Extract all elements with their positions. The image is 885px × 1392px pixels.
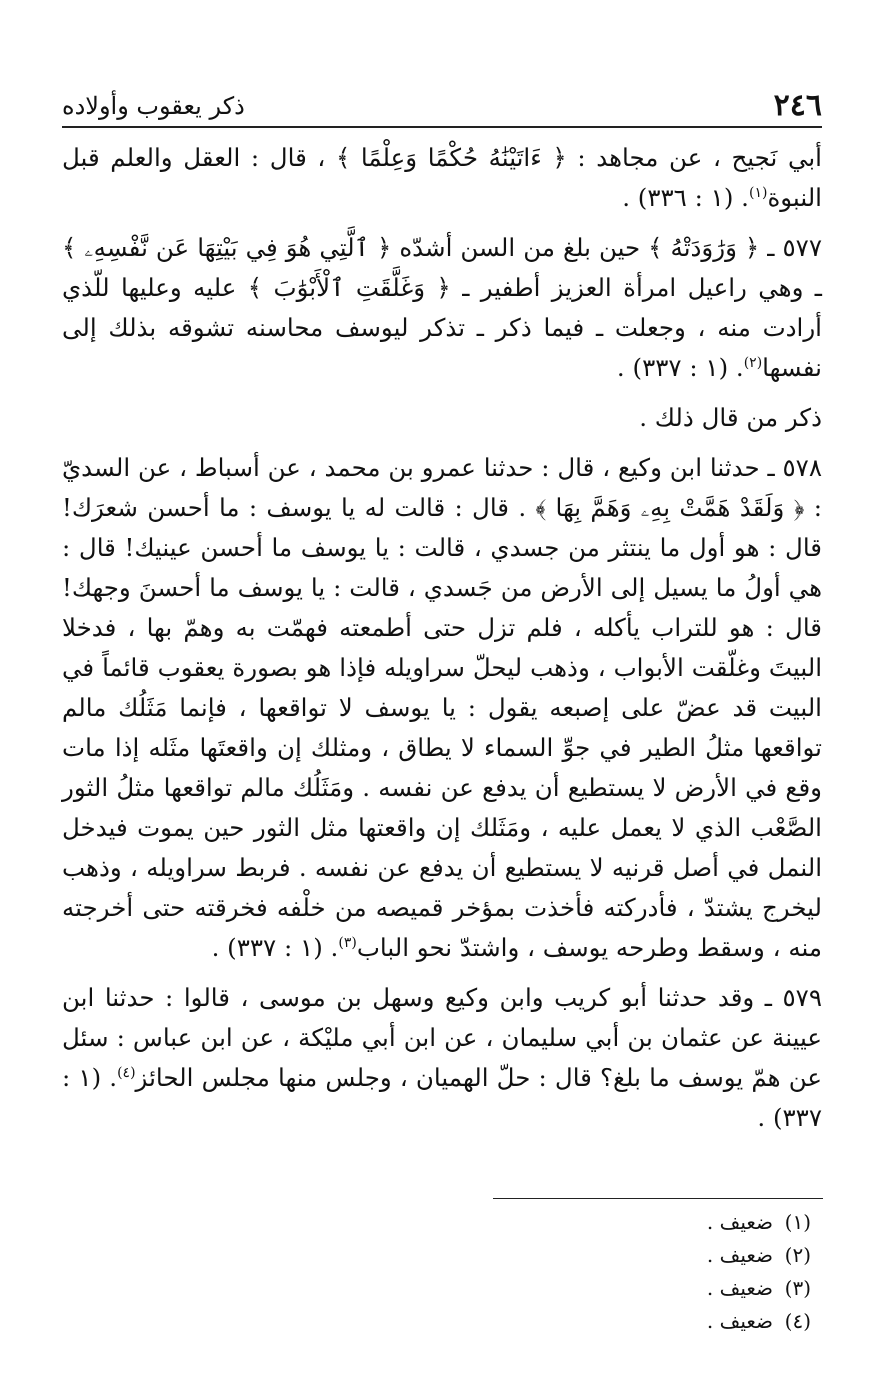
- footnote-text: ضعيف .: [706, 1243, 773, 1267]
- citation: . (١ : ٣٣٦) .: [622, 183, 749, 212]
- page-header: [62, 86, 822, 128]
- footnote: [411, 1206, 811, 1239]
- paragraph: [62, 228, 822, 388]
- footnote-divider: [493, 1198, 823, 1199]
- footnote: [411, 1272, 811, 1305]
- footnote-text: ضعيف .: [706, 1210, 773, 1234]
- footnote-number: (٢): [784, 1243, 811, 1267]
- paragraph-text: ٥٧٧ ـ ﴿ وَرَٰوَدَتْهُ ﴾ حين بلغ من السن أشدّه ﴿ ٱلَّتِي هُوَ فِي بَيْتِهَا عَن نَّفْسِهِۦ ﴾ ـ وهي راعيل امرأة العزيز أطفير ـ ﴿ وَغَلَّقَتِ ٱلْأَبْوَٰبَ ﴾ عليه وعليها للّذي أرادت منه ، وجعلت ـ فيما ذكر ـ تذكر ليوسف محاسنه تشوقه بذلك إلى نفسها: [62, 233, 822, 382]
- citation: . (١ : ٣٣٧) .: [62, 1063, 822, 1132]
- footnote-text: ضعيف .: [706, 1309, 773, 1333]
- footnote-text: ضعيف .: [706, 1276, 773, 1300]
- paragraph: [62, 448, 822, 968]
- footnote-number: (٣): [784, 1276, 811, 1300]
- main-text: [62, 138, 822, 1148]
- footnote-ref: (٢): [743, 354, 763, 371]
- paragraph-text: ذكر من قال ذلك .: [639, 403, 822, 432]
- running-title: ذكر يعقوب وأولاده: [62, 92, 245, 120]
- paragraph-text: ٥٧٩ ـ وقد حدثنا أبو كريب وابن وكيع وسهل بن موسى ، قالوا : حدثنا ابن عيينة عن عثمان بن أبي سليمان ، عن ابن أبي مليْكة ، عن ابن عباس : سئل عن همّ يوسف ما بلغ؟ قال : حلّ الهميان ، وجلس منها مجلس الحائز: [62, 983, 822, 1092]
- paragraph: [62, 138, 822, 218]
- paragraph-text: ٥٧٨ ـ حدثنا ابن وكيع ، قال : حدثنا عمرو بن محمد ، عن أسباط ، عن السديّ : ﴿ وَلَقَدْ هَمَّتْ بِهِۦ وَهَمَّ بِهَا ﴾ . قال : قالت له يا يوسف : ما أحسن شعرَك! قال : هو أول ما ينتثر من جسدي ، قالت : يا يوسف ما أحسن عينيك! قال : هي أولُ ما يسيل إلى الأرض من جَسدي ، قالت : يا يوسف ما أحسنَ وجهك! قال : هو للتراب يأكله ، فلم تزل حتى أطمعته فهمّت به وهمّ بها ، فدخلا البيتَ وغلّقت الأبواب ، وذهب ليحلّ سراويله فإذا هو بصورة يعقوب قائماً في البيت قد عضّ على إصبعه يقول : يا يوسف لا تواقعها ، فإنما مَثَلُك مالم تواقعها مثلُ الطير في جوِّ السماء لا يطاق ، ومثلك إن واقعتَها مثَله إذا مات وقع في الأرض لا يستطيع أن يدفع عن نفسه . ومَثَلُك مالم تواقعها مثلُ الثور الصَّعْب الذي لا يعمل عليه ، ومَثَلك إن واقعتها مثل الثور حين يموت فيدخل النمل في أصل قرنيه لا يستطيع أن يدفع عن نفسه . فربط سراويله ، وذهب ليخرج يشتدّ ، فأدركته فأخذت بمؤخر قميصه من خلْفه فخرقته حتى أخرجته منه ، وسقط وطرحه يوسف ، واشتدّ نحو الباب: [62, 453, 822, 962]
- footnote-ref: (١): [748, 184, 768, 201]
- footnote-number: (١): [784, 1210, 811, 1234]
- footnote: [411, 1239, 811, 1272]
- paragraph: [62, 978, 822, 1138]
- footnote-ref: (٤): [117, 1064, 136, 1081]
- footnotes: [411, 1206, 811, 1338]
- footnote-ref: (٣): [338, 934, 357, 951]
- citation: . (١ : ٣٣٧) .: [616, 353, 744, 382]
- footnote: [411, 1305, 811, 1338]
- paragraph-text: أبي نَجيح ، عن مجاهد : ﴿ ءَاتَيْنَٰهُ حُكْمًا وَعِلْمًا ﴾ ، قال : العقل والعلم قبل النبوة: [62, 143, 822, 212]
- paragraph: [62, 398, 822, 438]
- footnote-number: (٤): [784, 1309, 811, 1333]
- page-number: ٢٤٦: [773, 88, 822, 123]
- citation: . (١ : ٣٣٧) .: [211, 933, 339, 962]
